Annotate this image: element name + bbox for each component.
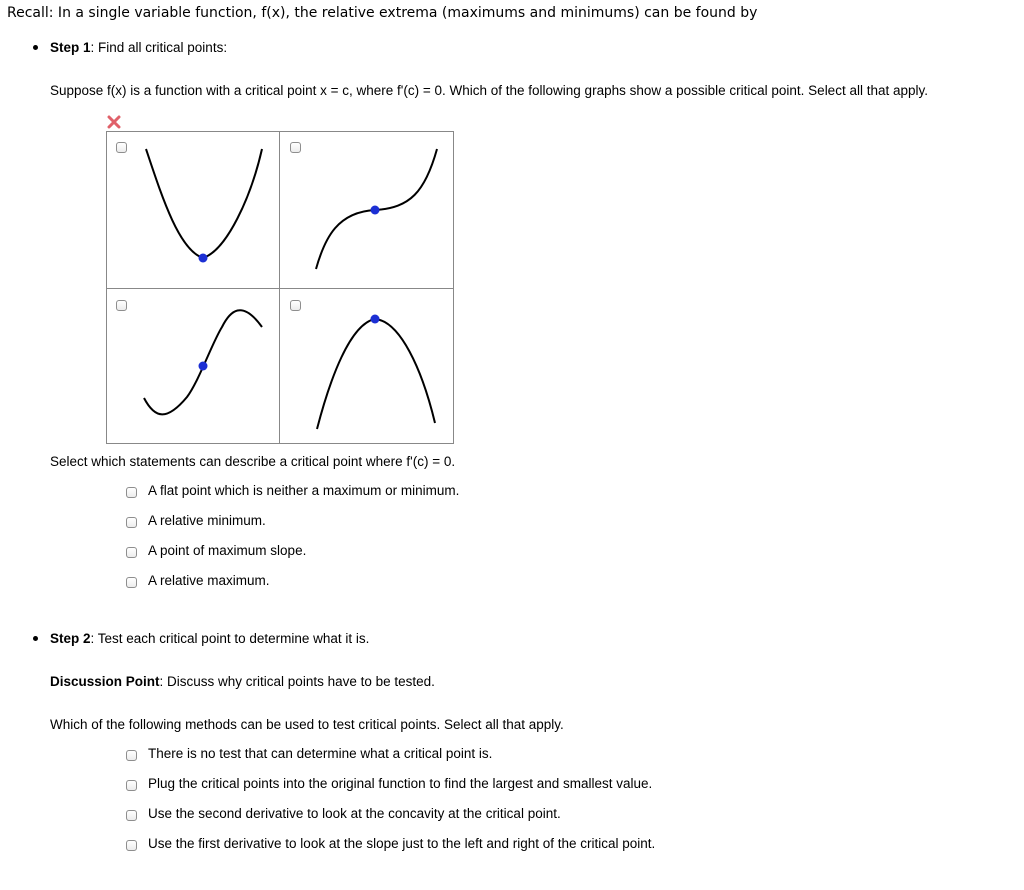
critical-point-marker [199,254,208,263]
parabola-maximum-plot [280,289,453,444]
method-checkbox[interactable] [126,780,137,791]
parabola-minimum-plot [107,132,280,289]
graph-grid [106,131,454,444]
step1-question: Suppose f(x) is a function with a critical point x = c, where f'(c) = 0. Which of the following graphs show a possible critical point. Select all that apply. [50,83,928,98]
statement-checkbox[interactable] [126,547,137,558]
discussion-label: Discussion Point [50,674,160,689]
statement-checkbox[interactable] [126,487,137,498]
x-mark-icon [106,114,122,130]
graph-parabola-minimum[interactable] [107,132,280,289]
critical-point-marker [199,362,208,371]
step1-bullet [33,45,38,50]
graph-cubic-inflection[interactable] [280,132,453,289]
step1-text: : Find all critical points: [90,40,228,55]
statements-prompt: Select which statements can describe a critical point where f'(c) = 0. [50,454,456,469]
statement-option[interactable]: A flat point which is neither a maximum or minimum. [148,483,460,498]
recall-heading: Recall: In a single variable function, f(x), the relative extrema (maximums and minimums) can be found by [7,5,758,21]
critical-point-marker [371,206,380,215]
statement-option[interactable]: A relative minimum. [148,513,266,528]
discussion-point [50,674,435,689]
statement-checkbox[interactable] [126,577,137,588]
sine-steep-plot [107,289,280,444]
method-option[interactable]: Use the second derivative to look at the concavity at the critical point. [148,806,561,821]
method-option[interactable]: There is no test that can determine what a critical point is. [148,746,493,761]
step2-heading [50,631,369,646]
step2-bullet [33,636,38,641]
step1-label: Step 1 [50,40,91,55]
statement-option[interactable]: A relative maximum. [148,573,270,588]
method-checkbox[interactable] [126,750,137,761]
methods-prompt: Which of the following methods can be used to test critical points. Select all that apply. [50,717,564,732]
method-checkbox[interactable] [126,810,137,821]
method-option[interactable]: Use the first derivative to look at the slope just to the left and right of the critical point. [148,836,656,851]
statement-option[interactable]: A point of maximum slope. [148,543,307,558]
step1-heading [50,40,227,55]
step2-label: Step 2 [50,631,91,646]
statement-checkbox[interactable] [126,517,137,528]
cubic-inflection-plot [280,132,453,289]
graph-sine-steep-point[interactable] [107,289,280,444]
critical-point-marker [371,315,380,324]
discussion-text: : Discuss why critical points have to be tested. [159,674,435,689]
method-checkbox[interactable] [126,840,137,851]
step2-text: : Test each critical point to determine what it is. [90,631,370,646]
graph-parabola-maximum[interactable] [280,289,453,444]
method-option[interactable]: Plug the critical points into the original function to find the largest and smallest value. [148,776,653,791]
